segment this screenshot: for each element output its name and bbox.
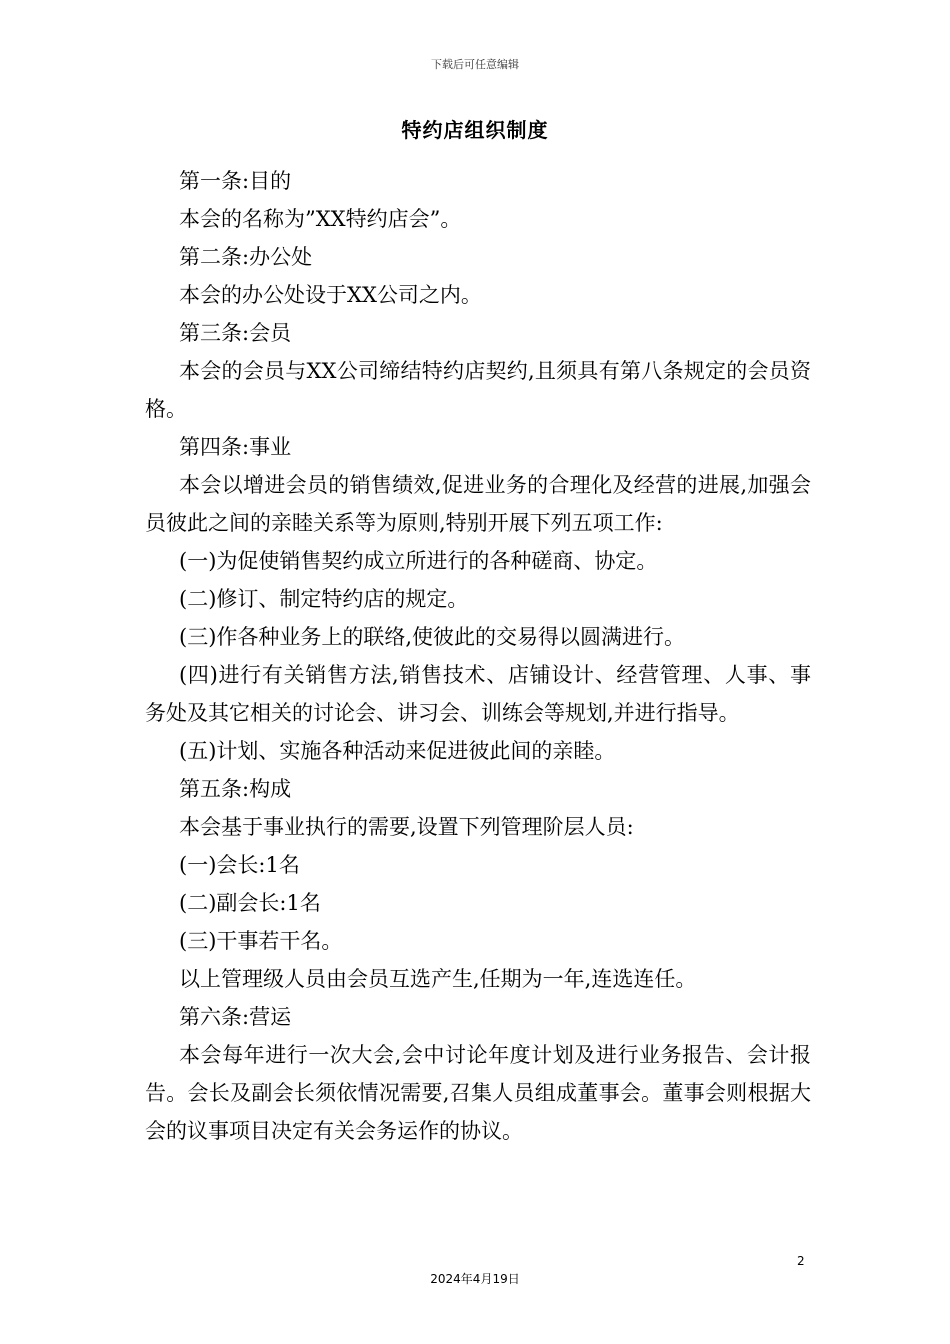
paragraph: 本会每年进行一次大会,会中讨论年度计划及进行业务报告、会计报告。会长及副会长须依情况需要,召集人员组成董事会。董事会则根据大会的议事项目决定有关会务运作的协议。 (145, 1043, 811, 1143)
paragraph: (五)计划、实施各种活动来促进彼此间的亲睦。 (179, 739, 616, 763)
paragraph: (二)修订、制定特约店的规定。 (179, 587, 469, 611)
paragraph: 本会的办公处设于XX公司之内。 (179, 283, 482, 307)
footer-date: 2024年4月19日 (430, 1272, 520, 1286)
paragraph: 第二条:办公处 (179, 245, 313, 269)
paragraph: (四)进行有关销售方法,销售技术、店铺设计、经营管理、人事、事务处及其它相关的讨论会、讲习会、训练会等规划,并进行指导。 (145, 663, 811, 725)
paragraph: (三)作各种业务上的联络,使彼此的交易得以圆满进行。 (179, 625, 686, 649)
paragraph: 以上管理级人员由会员互选产生,任期为一年,连选连任。 (179, 967, 697, 991)
paragraph: (三)干事若干名。 (179, 929, 343, 953)
paragraph: (二)副会长:1名 (179, 891, 321, 915)
paragraph: 本会的名称为”XX特约店会”。 (179, 207, 462, 231)
paragraph: 本会基于事业执行的需要,设置下列管理阶层人员: (179, 815, 634, 839)
paragraph: (一)会长:1名 (179, 853, 300, 877)
page-number: 2 (797, 1254, 805, 1268)
paragraph: 本会的会员与XX公司缔结特约店契约,且须具有第八条规定的会员资格。 (145, 359, 811, 421)
header-note: 下载后可任意编辑 (431, 58, 519, 71)
paragraph: 第一条:目的 (179, 169, 292, 193)
paragraph: 第五条:构成 (179, 777, 292, 801)
paragraph: 第四条:事业 (179, 435, 292, 459)
paragraph: 本会以增进会员的销售绩效,促进业务的合理化及经营的进展,加强会员彼此之间的亲睦关系等为原则,特别开展下列五项工作: (145, 473, 811, 535)
paragraph: 第三条:会员 (179, 321, 292, 345)
paragraph: 第六条:营运 (179, 1005, 292, 1029)
document-body (145, 162, 811, 1150)
document-title: 特约店组织制度 (401, 118, 549, 142)
paragraph: (一)为促使销售契约成立所进行的各种磋商、协定。 (179, 549, 658, 573)
